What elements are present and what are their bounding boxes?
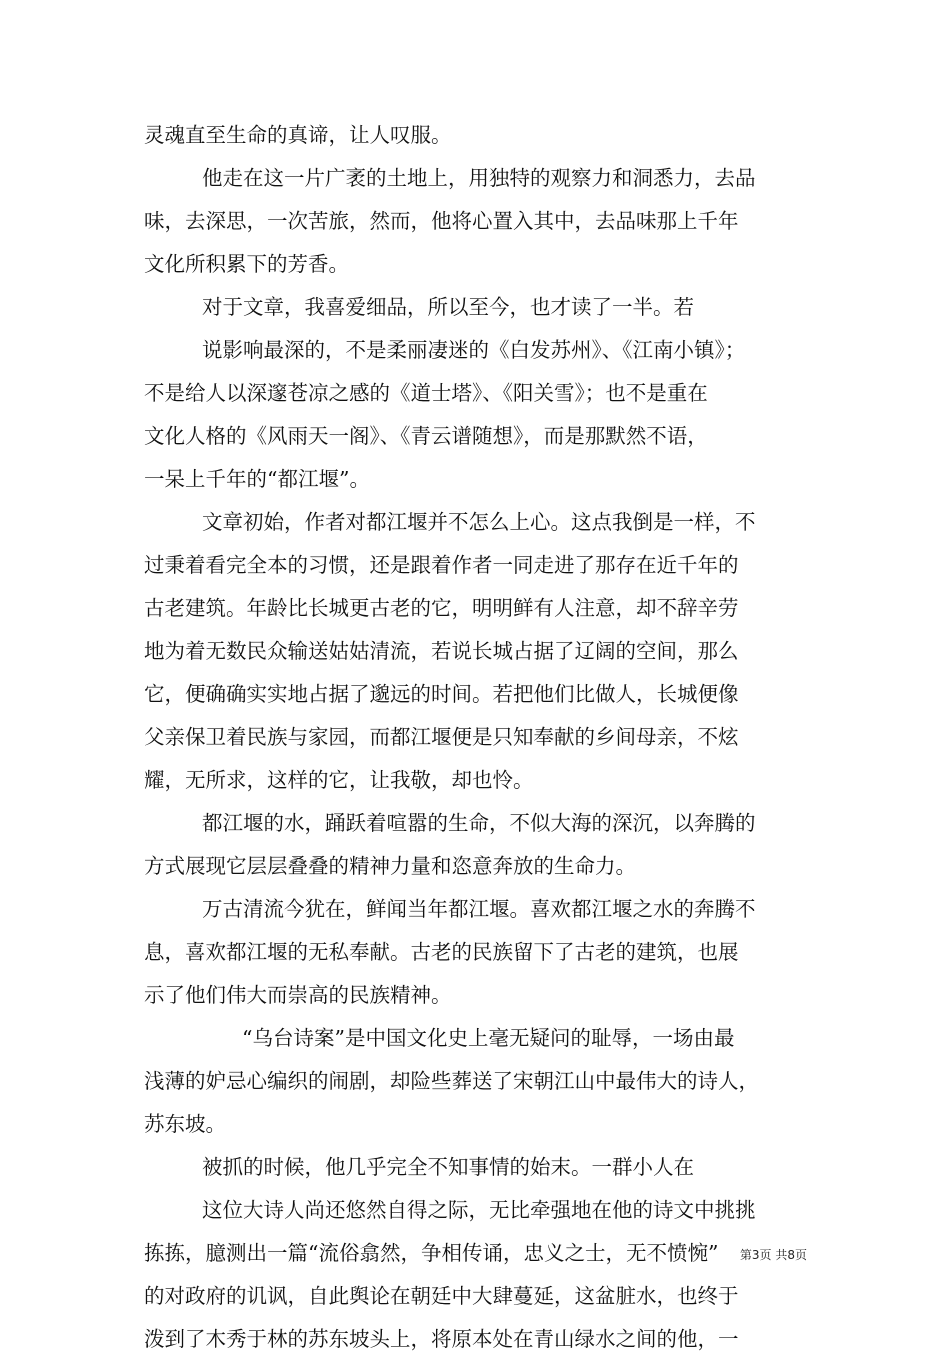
text-line: 万古清流今犹在，鲜闻当年都江堰。喜欢都江堰之水的奔腾不 (202, 897, 756, 921)
text-line: “乌台诗案”是中国文化史上毫无疑问的耻辱，一场由最 (242, 1026, 735, 1050)
text-line: 方式展现它层层叠叠的精神力量和恣意奔放的生命力。 (144, 854, 636, 878)
text-line: 过秉着看完全本的习惯，还是跟着作者一同走进了那存在近千年的 (144, 553, 739, 577)
footer-middle: 页 共 (759, 1248, 788, 1262)
text-line: 古老建筑。年龄比长城更古老的它，明明鲜有人注意，却不辞辛劳 (144, 596, 739, 620)
text-line: 被抓的时候，他几乎完全不知事情的始末。一群小人在 (202, 1155, 694, 1179)
footer-prefix: 第 (739, 1248, 752, 1262)
text-line: 不是给人以深邃苍凉之感的《道士塔》、《阳关雪》；也不是重在 (144, 381, 708, 405)
text-line: 他走在这一片广袤的土地上，用独特的观察力和洞悉力，去品 (202, 166, 756, 190)
text-line: 地为着无数民众输送姑姑清流，若说长城占据了辽阔的空间，那么 (144, 639, 739, 663)
text-line: 浅薄的妒忌心编织的闹剧，却险些葬送了宋朝江山中最伟大的诗人， (144, 1069, 759, 1093)
text-line: 的对政府的讥讽，自此舆论在朝廷中大肆蔓延，这盆脏水，也终于 (144, 1284, 739, 1308)
text-line: 耀，无所求，这样的它，让我敬，却也怜。 (144, 768, 534, 792)
text-line: 说影响最深的，不是柔丽凄迷的《白发苏州》、《江南小镇》； (202, 338, 746, 362)
text-line: 拣拣，臆测出一篇“流俗翕然，争相传诵，忠义之士，无不愤惋” (144, 1241, 719, 1265)
text-line: 这位大诗人尚还悠然自得之际，无比牵强地在他的诗文中挑挑 (202, 1198, 756, 1222)
current-page-number: 3 (751, 1248, 760, 1262)
page-number-footer (740, 1247, 807, 1263)
text-line: 示了他们伟大而崇高的民族精神。 (144, 983, 452, 1007)
text-line: 它，便确确实实地占据了邈远的时间。若把他们比做人，长城便像 (144, 682, 739, 706)
text-line: 味，去深思，一次苦旅，然而，他将心置入其中，去品味那上千年 (144, 209, 739, 233)
document-body (144, 114, 824, 1361)
text-line: 父亲保卫着民族与家园，而都江堰便是只知奉献的乡间母亲，不炫 (144, 725, 739, 749)
text-line: 苏东坡。 (144, 1112, 226, 1136)
total-pages-number: 8 (787, 1248, 795, 1262)
text-line: 文章初始，作者对都江堰并不怎么上心。这点我倒是一样，不 (202, 510, 756, 534)
footer-suffix: 页 (794, 1248, 807, 1262)
text-line: 灵魂直至生命的真谛，让人叹服。 (144, 123, 452, 147)
text-line: 一呆上千年的“都江堰”。 (144, 467, 370, 491)
text-line: 文化所积累下的芳香。 (144, 252, 349, 276)
text-line: 都江堰的水，踊跃着喧嚣的生命，不似大海的深沉，以奔腾的 (202, 811, 756, 835)
text-line: 息，喜欢都江堰的无私奉献。古老的民族留下了古老的建筑，也展 (144, 940, 739, 964)
text-line: 文化人格的《风雨天一阁》、《青云谱随想》，而是那默然不语， (144, 424, 708, 448)
text-line: 对于文章，我喜爱细品，所以至今，也才读了一半。若 (202, 295, 694, 319)
text-line: 泼到了木秀于林的苏东坡头上，将原本处在青山绿水之间的他，一 (144, 1327, 739, 1351)
